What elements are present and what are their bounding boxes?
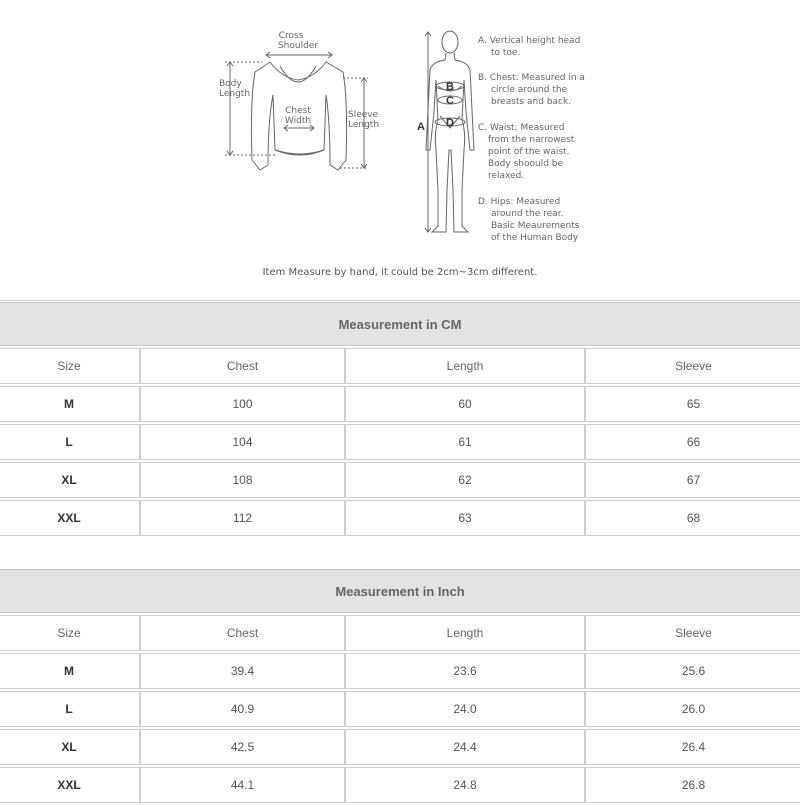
sleeve-cell: 66: [585, 424, 800, 460]
body-length-label-2: Length: [219, 89, 251, 99]
note-a-line-1: A. Vertical height head: [478, 36, 581, 46]
cm-table: [0, 300, 800, 538]
note-c-line-3: point of the waist.: [488, 147, 570, 157]
body-letter-d: D: [446, 117, 454, 129]
body-letter-a: A: [417, 121, 425, 133]
cm-table-header-row: [0, 348, 800, 384]
note-c-line-1: C. Waist: Measured: [478, 123, 565, 133]
sleeve-cell: 26.4: [585, 729, 800, 765]
table-row: [0, 767, 800, 803]
body-length-label-1: Body: [219, 79, 242, 89]
note-d-line-3: Basic Meaurements: [491, 221, 580, 231]
table-row: [0, 462, 800, 498]
length-cell: 24.4: [345, 729, 585, 765]
body-illustration: [425, 31, 474, 232]
cm-table-title-row: [0, 302, 800, 346]
chest-cell: 108: [140, 462, 345, 498]
length-cell: 60: [345, 386, 585, 422]
size-cell: XL: [0, 462, 140, 498]
sleeve-cell: 25.6: [585, 653, 800, 689]
chest-width-label-2: Width: [284, 116, 312, 126]
header-length: Length: [345, 348, 585, 384]
measure-note: Item Measure by hand, it could be 2cm~3cm different.: [262, 267, 538, 278]
length-cell: 24.8: [345, 767, 585, 803]
note-b-line-1: B. Chest: Measured in a: [478, 73, 585, 83]
note-c-line-2: from the narrowest: [488, 135, 575, 145]
chest-cell: 112: [140, 500, 345, 536]
inch-table-title-row: [0, 569, 800, 613]
note-c-line-5: relaxed.: [488, 171, 525, 181]
size-cell: XXL: [0, 767, 140, 803]
note-a-line-2: to toe.: [491, 48, 521, 58]
note-b-line-2: circle around the: [491, 85, 568, 95]
note-d-line-4: of the Human Body: [491, 233, 579, 243]
size-cell: L: [0, 691, 140, 727]
size-cell: M: [0, 653, 140, 689]
cross-shoulder-label-2: Shoulder: [277, 41, 319, 51]
size-cell: M: [0, 386, 140, 422]
table-row: [0, 424, 800, 460]
header-chest: Chest: [140, 348, 345, 384]
sleeve-cell: 26.8: [585, 767, 800, 803]
chest-cell: 100: [140, 386, 345, 422]
sleeve-cell: 65: [585, 386, 800, 422]
note-d-line-1: D. Hips: Measured: [478, 197, 561, 207]
size-cell: XXL: [0, 500, 140, 536]
sleeve-length-label-2: Length: [348, 120, 380, 130]
table-row: [0, 729, 800, 765]
length-cell: 61: [345, 424, 585, 460]
size-cell: L: [0, 424, 140, 460]
inch-table-title: Measurement in Inch: [0, 569, 800, 613]
inch-table-header-row: [0, 615, 800, 651]
diagram-svg: [0, 0, 800, 300]
size-cell: XL: [0, 729, 140, 765]
note-c-line-4: Body shoould be: [488, 159, 564, 169]
length-cell: 24.0: [345, 691, 585, 727]
sleeve-cell: 67: [585, 462, 800, 498]
table-row: [0, 691, 800, 727]
inch-table: [0, 567, 800, 805]
note-b-line-3: breasts and back.: [491, 97, 572, 107]
table-row: [0, 500, 800, 536]
table-row: [0, 386, 800, 422]
sleeve-cell: 26.0: [585, 691, 800, 727]
length-cell: 62: [345, 462, 585, 498]
header-length: Length: [345, 615, 585, 651]
chest-cell: 42.5: [140, 729, 345, 765]
length-cell: 63: [345, 500, 585, 536]
cross-shoulder-label-1: Cross: [278, 31, 304, 41]
measurement-diagram: [0, 0, 800, 300]
header-chest: Chest: [140, 615, 345, 651]
sleeve-cell: 68: [585, 500, 800, 536]
header-sleeve: Sleeve: [585, 348, 800, 384]
chest-width-label-1: Chest: [285, 106, 311, 116]
chest-cell: 44.1: [140, 767, 345, 803]
note-d-line-2: around the rear.: [491, 209, 564, 219]
chest-cell: 104: [140, 424, 345, 460]
body-letter-c: C: [446, 95, 454, 107]
length-cell: 23.6: [345, 653, 585, 689]
body-letter-b: B: [446, 81, 454, 93]
header-size: Size: [0, 615, 140, 651]
cm-table-title: Measurement in CM: [0, 302, 800, 346]
header-sleeve: Sleeve: [585, 615, 800, 651]
sleeve-length-label-1: Sleeve: [348, 110, 379, 120]
chest-cell: 39.4: [140, 653, 345, 689]
header-size: Size: [0, 348, 140, 384]
chest-cell: 40.9: [140, 691, 345, 727]
table-row: [0, 653, 800, 689]
